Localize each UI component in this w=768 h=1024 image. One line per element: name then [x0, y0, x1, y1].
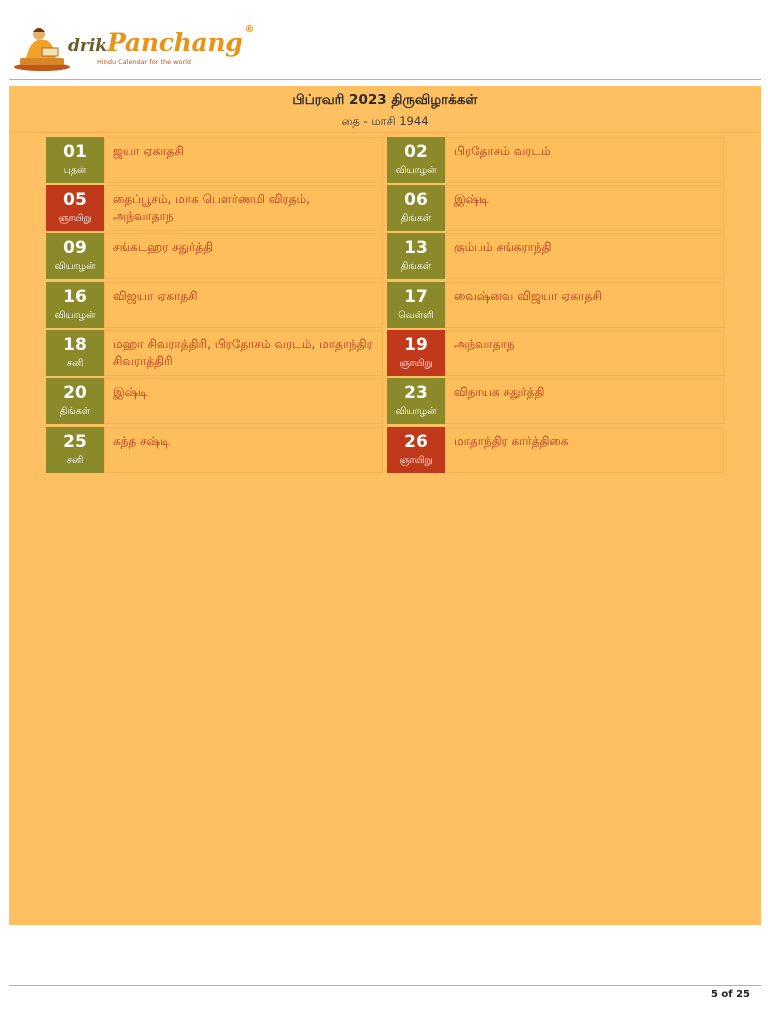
date-number: 05 [63, 190, 87, 210]
festival-entry[interactable] [46, 378, 383, 424]
brand-main: Panchang [107, 28, 243, 57]
festival-entry[interactable] [387, 378, 724, 424]
festival-name: தைப்பூசம், மாக பௌர்ணமி விரதம், அந்வாதாந [104, 185, 383, 231]
date-number: 01 [63, 142, 87, 162]
festival-entry[interactable] [387, 282, 724, 328]
date-box [46, 427, 104, 473]
weekday-label: சனி [66, 455, 84, 466]
date-number: 13 [404, 238, 428, 258]
festival-row [9, 330, 761, 376]
festival-name: ஜயா ஏகாதசி [104, 137, 383, 183]
festival-name: இஷ்டி [104, 378, 383, 424]
festival-name: சங்கடஹர சதுர்த்தி [104, 233, 383, 279]
festival-panel [9, 86, 761, 925]
festival-row [9, 185, 761, 231]
festival-name: அந்வாதாந [445, 330, 724, 376]
festival-entry[interactable] [46, 427, 383, 473]
weekday-label: சனி [66, 358, 84, 369]
date-number: 02 [404, 142, 428, 162]
date-box [46, 137, 104, 183]
date-number: 17 [404, 287, 428, 307]
header-divider [9, 79, 761, 80]
date-box [46, 282, 104, 328]
date-box [46, 233, 104, 279]
date-number: 25 [63, 432, 87, 452]
panel-header [9, 86, 761, 133]
weekday-label: வெள்ளி [398, 310, 434, 321]
festival-name: இஷ்டி [445, 185, 724, 231]
date-box [387, 378, 445, 424]
weekday-label: ஞாயிறு [399, 455, 433, 466]
date-box [387, 185, 445, 231]
festival-entry[interactable] [46, 330, 383, 376]
weekday-label: திங்கள் [400, 213, 432, 224]
brand-prefix: drik [68, 36, 108, 56]
weekday-label: ஞாயிறு [58, 213, 92, 224]
festival-entry[interactable] [387, 185, 724, 231]
date-number: 16 [63, 287, 87, 307]
festival-name: கந்த சஷ்டி [104, 427, 383, 473]
festival-row [9, 282, 761, 328]
festival-row [9, 427, 761, 473]
festival-entry[interactable] [46, 137, 383, 183]
page-indicator: 5 of 25 [710, 989, 750, 1000]
festival-entry[interactable] [46, 282, 383, 328]
weekday-label: வியாழன் [395, 165, 437, 176]
weekday-label: ஞாயிறு [399, 358, 433, 369]
festival-row [9, 378, 761, 424]
date-number: 19 [404, 335, 428, 355]
festival-name: விநாயக சதுர்த்தி [445, 378, 724, 424]
registered-mark: ® [244, 24, 255, 35]
festival-name: விஜயா ஏகாதசி [104, 282, 383, 328]
date-number: 26 [404, 432, 428, 452]
festival-entry[interactable] [387, 427, 724, 473]
date-number: 06 [404, 190, 428, 210]
date-box [46, 330, 104, 376]
date-box [387, 282, 445, 328]
festival-name: பிரதோசம் வரடம் [445, 137, 724, 183]
footer-divider [9, 985, 761, 986]
festival-entry[interactable] [387, 330, 724, 376]
date-box [46, 378, 104, 424]
festival-entry[interactable] [387, 233, 724, 279]
festival-row [9, 137, 761, 183]
date-box [387, 137, 445, 183]
festival-name: மஹா சிவராத்திரி, பிரதோசம் வரடம், மாதாந்திர சிவராத்திரி [104, 330, 383, 376]
date-box-sunday [46, 185, 104, 231]
weekday-label: வியாழன் [54, 261, 96, 272]
festival-name: வைஷ்னவ விஜயா ஏகாதசி [445, 282, 724, 328]
date-number: 23 [404, 383, 428, 403]
festival-name: மாதாந்திர கார்த்திகை [445, 427, 724, 473]
date-box-sunday [387, 330, 445, 376]
weekday-label: திங்கள் [59, 406, 91, 417]
festival-entry[interactable] [46, 233, 383, 279]
date-number: 09 [63, 238, 87, 258]
brand-tagline: Hindu Calendar for the world [97, 58, 192, 66]
date-number: 18 [63, 335, 87, 355]
festival-entry[interactable] [46, 185, 383, 231]
date-box [387, 233, 445, 279]
weekday-label: வியாழன் [395, 406, 437, 417]
date-box-sunday [387, 427, 445, 473]
page-title: பிப்ரவரி 2023 திருவிழாக்கள் [292, 92, 478, 108]
festival-name: கும்பம் சங்கராந்தி [445, 233, 724, 279]
weekday-label: திங்கள் [400, 261, 432, 272]
sage-logo-icon [12, 22, 72, 72]
date-number: 20 [63, 383, 87, 403]
festival-row [9, 233, 761, 279]
weekday-label: வியாழன் [54, 310, 96, 321]
weekday-label: புதன் [63, 165, 87, 176]
festival-entry[interactable] [387, 137, 724, 183]
page-subtitle: தை - மாசி 1944 [341, 114, 429, 128]
